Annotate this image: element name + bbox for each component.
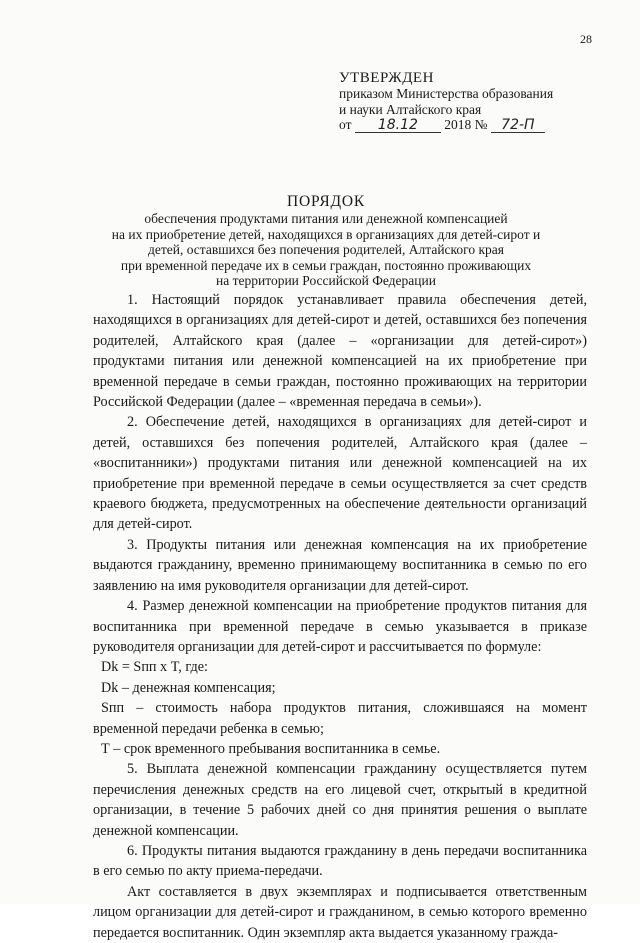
approval-line-2: и науки Алтайского края bbox=[339, 101, 482, 117]
title-line: при временной передаче их в семьи граждан, постоянно проживающих bbox=[120, 257, 532, 273]
date-prefix: от bbox=[339, 117, 352, 132]
document-title bbox=[96, 193, 556, 289]
page-number: 28 bbox=[580, 32, 592, 46]
approval-date-line bbox=[339, 117, 589, 133]
formula-snp: Sпп – стоимость набора продуктов питания, сложившаяся на момент временной передачи ребенка в семью; bbox=[93, 700, 587, 737]
title-line: на их приобретение детей, находящихся в организациях для детей-сирот и bbox=[111, 226, 541, 242]
title-line: детей, оставшихся без попечения родителей, Алтайского края bbox=[147, 242, 505, 257]
order-year: 2018 № bbox=[444, 117, 488, 132]
approval-stamp bbox=[339, 70, 589, 133]
title-heading: ПОРЯДОК bbox=[286, 193, 366, 210]
document-body bbox=[93, 290, 587, 943]
formula-main: Dk = Sпп х T, где: bbox=[101, 659, 208, 676]
formula-t: Т – срок временного пребывания воспитанника в семье. bbox=[101, 740, 441, 757]
paragraph-4: 4. Размер денежной компенсации на приобретение продуктов питания для воспитанника при временной передаче в семью указывается в приказе руководителя организации для детей-сирот и рассчитывается по формуле: bbox=[93, 598, 587, 655]
paragraph-2: 2. Обеспечение детей, находящихся в организациях для детей-сирот и детей, оставшихся без попечения родителей, Алтайского края (далее – «воспитанники») продуктами питания или денежной компенсацией на их приобретение при временной передаче в семьи осуществляется за счет средств краевого бюджета, предусмотренных на обеспечение деятельности организаций для детей-сирот. bbox=[93, 414, 587, 533]
paragraph-3: 3. Продукты питания или денежная компенсация на их приобретение выдаются гражданину, временно принимающему воспитанника в семью по его заявлению на имя руководителя организации для детей-сирот. bbox=[93, 536, 587, 594]
paragraph-5: 5. Выплата денежной компенсации гражданину осуществляется путем перечисления денежных средств на его лицевой счет, открытый в кредитной организации, в течение 5 рабочих дней со дня принятия решения о выплате денежной компенсации. bbox=[93, 761, 587, 839]
paragraph-1: 1. Настоящий порядок устанавливает правила обеспечения детей, находящихся в организациях для детей-сирот и детей, оставшихся без попечения родителей, Алтайского края (далее – «организации для детей-сирот») продуктами питания или денежной компенсацией на их приобретение при временной передаче в семьи граждан, постоянно проживающих на территории Российской Федерации (далее – «временная передача в семьи»). bbox=[93, 292, 587, 411]
formula-dk: Dk – денежная компенсация; bbox=[101, 679, 276, 696]
paragraph-act: Акт составляется в двух экземплярах и подписывается ответственным лицом организации для детей-сирот и гражданином, в семью которого временно передается воспитанник. Один экземпляр акта выдается указанному гражда- bbox=[93, 883, 587, 941]
approval-heading: УТВЕРЖДЕН bbox=[339, 70, 434, 86]
approval-line-1: приказом Министерства образования bbox=[339, 86, 554, 101]
title-line: обеспечения продуктами питания или денежной компенсацией bbox=[144, 211, 508, 226]
title-line: на территории Российской Федерации bbox=[216, 273, 436, 288]
handwritten-order-number: 72-П bbox=[491, 119, 545, 133]
paragraph-6: 6. Продукты питания выдаются гражданину в день передачи воспитанника в его семью по акту приема-передачи. bbox=[93, 842, 587, 880]
handwritten-date: 18.12 bbox=[355, 119, 441, 133]
